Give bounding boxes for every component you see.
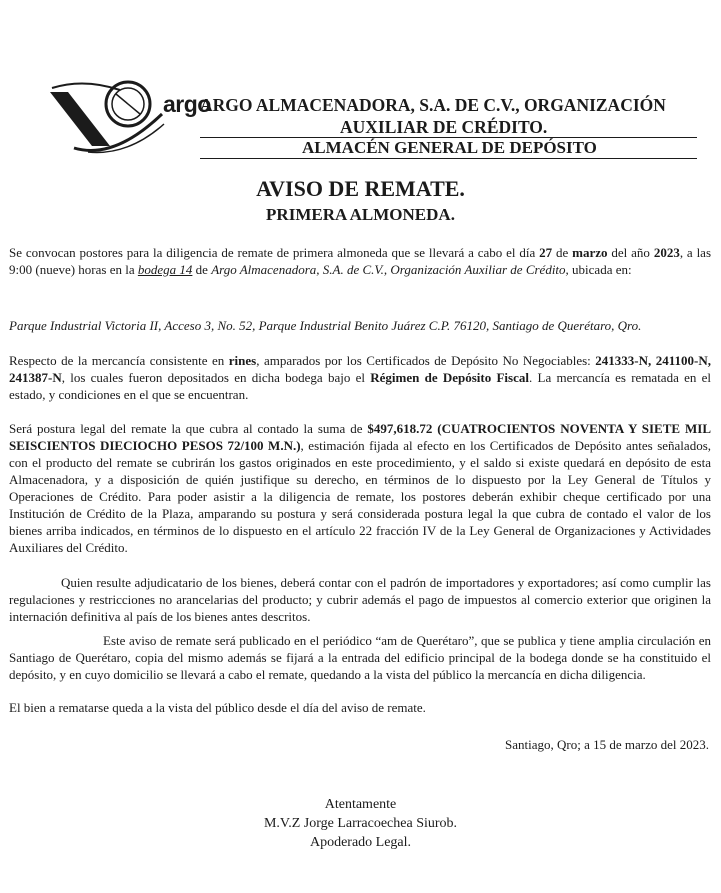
page-title: AVISO DE REMATE. [256, 176, 465, 201]
signature-closing: Atentamente [324, 797, 397, 812]
company-name-line1: ARGO ALMACENADORA, S.A. DE C.V., ORGANIZACIÓN [200, 95, 666, 115]
date-line: Santiago, Qro; a 15 de marzo del 2023. [505, 737, 709, 752]
address-line: Parque Industrial Victoria II, Acceso 3, No. 52, Parque Industrial Benito Juárez C.P. 76120, Santiago de Querétaro, Qro. [9, 318, 642, 333]
merchandise-paragraph: Respecto de la mercancía consistente en rines, amparados por los Certificados de Depósito No Negociables: 241333-N, 241100-N, 241387-N, los cuales fueron depositados en dicha bodega bajo el Régimen de Depósito Fiscal. La mercancía es rematada en el estado, y condiciones en el que se encuentran. [9, 353, 712, 402]
publication-paragraph: Este aviso de remate será publicado en el periódico “am de Querétaro”, que se publica y tiene amplia circulación en Santiago de Querétaro, copia del mismo además se fijará a la entrada del edificio principal de la bodega donde se ha constituido el depósito, y en cuyo domicilio se llevará a cabo el remate, quedando a la vista del público la mercancía en dicha diligencia. [9, 633, 711, 682]
price-paragraph: Será postura legal del remate la que cubra al contado la suma de $497,618.72 (CUATROCIENTOS NOVENTA Y SIETE MIL SEISCIENTOS DIECIOCHO PESOS 72/100 M.N.), estimación fijada al efecto en los Certificados de Depósito antes señalados, con el producto del remate se cubrirán los gastos originados en este procedimiento, y el saldo si existe quedará en depósito de esta Almacenadora, y a disposición de quién justifique su derecho, en términos de lo dispuesto por la Ley General de Títulos y Operaciones de Crédito. Para poder asistir a la diligencia de remate, los postores deberán exhibir cheque certificado por una Institución de Crédito de la Plaza, amparando su postura y será considerada postura legal la que cubra de contado el valor de los bienes arriba indicados, en términos de lo dispuesto en el artículo 22 fracción IV de la Ley General de Organizaciones y Actividades Auxiliares del Crédito. [9, 421, 712, 555]
adjudicatario-paragraph: Quien resulte adjudicatario de los bienes, deberá contar con el padrón de importadores y exportadores; así como cumplir las regulaciones y restricciones no arancelarias del producto; y cubrir además el pago de impuestos al comercio exterior que originen la internación definitiva al país de los bienes antes descritos. [9, 575, 711, 624]
intro-paragraph: Se convocan postores para la diligencia de remate de primera almoneda que se llevará a cabo el día 27 de marzo del año 2023, a las 9:00 (nueve) horas en la bodega 14 de Argo Almacenadora, S.A. de C.V., Organización Auxiliar de Crédito, ubicada en: [9, 245, 712, 277]
final-note: El bien a rematarse queda a la vista del público desde el día del aviso de remate. [9, 700, 426, 715]
page-subtitle: PRIMERA ALMONEDA. [266, 205, 455, 224]
argo-logo-icon [44, 74, 172, 162]
company-subtitle: ALMACÉN GENERAL DE DEPÓSITO [302, 138, 597, 157]
warehouse-reference: bodega 14 [137, 262, 193, 277]
signature-role: Apoderado Legal. [309, 835, 412, 850]
header-divider-bottom [200, 158, 697, 159]
brand-wordmark: argo [163, 91, 211, 117]
company-name-line2: AUXILIAR DE CRÉDITO. [340, 117, 548, 137]
signature-name: M.V.Z Jorge Larracoechea Siurob. [263, 816, 458, 831]
